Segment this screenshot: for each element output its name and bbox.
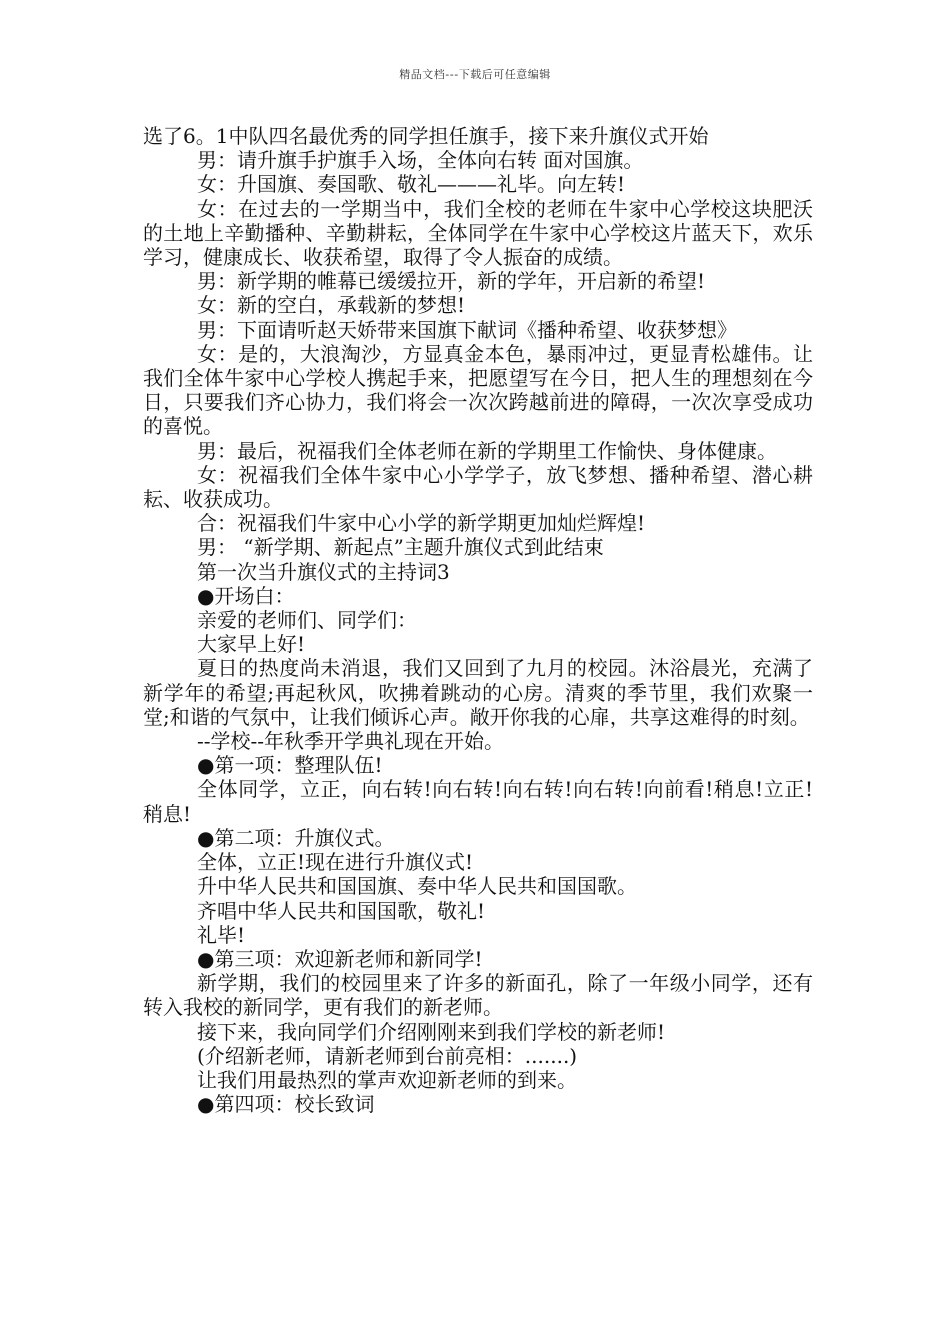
paragraph: 亲爱的老师们、同学们：: [197, 608, 417, 633]
page-header: 精品文档---下载后可任意编辑: [399, 68, 551, 81]
paragraph: 全体，立正!现在进行升旗仪式!: [197, 850, 474, 875]
paragraph: 新学期，我们的校园里来了许多的新面孔，除了一年级小同学，还有转入我校的新同学，更有我们的新老师。: [143, 971, 813, 1020]
paragraph: 夏日的热度尚未消退，我们又回到了九月的校园。沐浴晨光，充满了新学年的希望;再起秋风，吹拂着跳动的心房。清爽的季节里，我们欢聚一堂;和谐的气氛中，让我们倾诉心声。敞开你我的心扉，共享这难得的时刻。: [143, 656, 813, 729]
paragraph: 升中华人民共和国国旗、奏中华人民共和国国歌。: [197, 874, 637, 899]
document-body: [143, 124, 813, 1116]
section-heading: ●第一项：整理队伍!: [197, 753, 383, 778]
paragraph: 女：是的，大浪淘沙，方显真金本色，暴雨冲过，更显青松雄伟。让我们全体牛家中心学校人携起手来，把愿望写在今日，把人生的理想刻在今日，只要我们齐心协力，我们将会一次次跨越前进的障碍，一次次享受成功的喜悦。: [143, 341, 813, 439]
section-heading: ●开场白：: [197, 583, 295, 608]
paragraph: 女：升国旗、奏国歌、敬礼———礼毕。向左转!: [197, 172, 626, 197]
paragraph: 男：最后，祝福我们全体老师在新的学期里工作愉快、身体健康。: [197, 438, 777, 463]
paragraph: 男： “新学期、新起点”主题升旗仪式到此结束: [197, 535, 604, 560]
paragraph: 齐唱中华人民共和国国歌，敬礼!: [197, 898, 486, 923]
paragraph: 女：新的空白，承载新的梦想!: [197, 293, 466, 318]
section-title: 第一次当升旗仪式的主持词3: [197, 559, 450, 584]
paragraph: (介绍新老师，请新老师到台前亮相：.......): [197, 1043, 578, 1068]
paragraph: 接下来，我向同学们介绍刚刚来到我们学校的新老师!: [197, 1019, 666, 1044]
paragraph: 女：在过去的一学期当中，我们全校的老师在牛家中心学校这块肥沃的土地上辛勤播种、辛勤耕耘，全体同学在牛家中心学校这片蓝天下，欢乐学习，健康成长、收获希望，取得了令人振奋的成绩。: [143, 196, 813, 270]
paragraph: --学校--年秋季开学典礼现在开始。: [197, 729, 505, 754]
paragraph: 让我们用最热烈的掌声欢迎新老师的到来。: [197, 1067, 577, 1092]
paragraph: 男：新学期的帷幕已缓缓拉开，新的学年，开启新的希望!: [197, 269, 706, 294]
section-heading: ●第二项：升旗仪式。: [197, 825, 395, 850]
paragraph: 大家早上好!: [197, 632, 306, 657]
paragraph: 合：祝福我们牛家中心小学的新学期更加灿烂辉煌!: [197, 511, 646, 536]
paragraph: 男：请升旗手护旗手入场，全体向右转 面对国旗。: [197, 148, 644, 173]
section-heading: ●第四项：校长致词: [197, 1092, 375, 1117]
paragraph: 男：下面请听赵天娇带来国旗下献词《播种希望、收获梦想》: [197, 317, 737, 342]
paragraph: 全体同学，立正，向右转!向右转!向右转!向右转!向前看!稍息!立正!稍息!: [143, 777, 813, 826]
paragraph: 女：祝福我们全体牛家中心小学学子，放飞梦想、播种希望、潜心耕耘、收获成功。: [143, 462, 813, 512]
paragraph: 选了6。1中队四名最优秀的同学担任旗手，接下来升旗仪式开始: [143, 124, 709, 148]
section-heading: ●第三项：欢迎新老师和新同学!: [197, 946, 483, 971]
paragraph: 礼毕!: [197, 922, 246, 947]
